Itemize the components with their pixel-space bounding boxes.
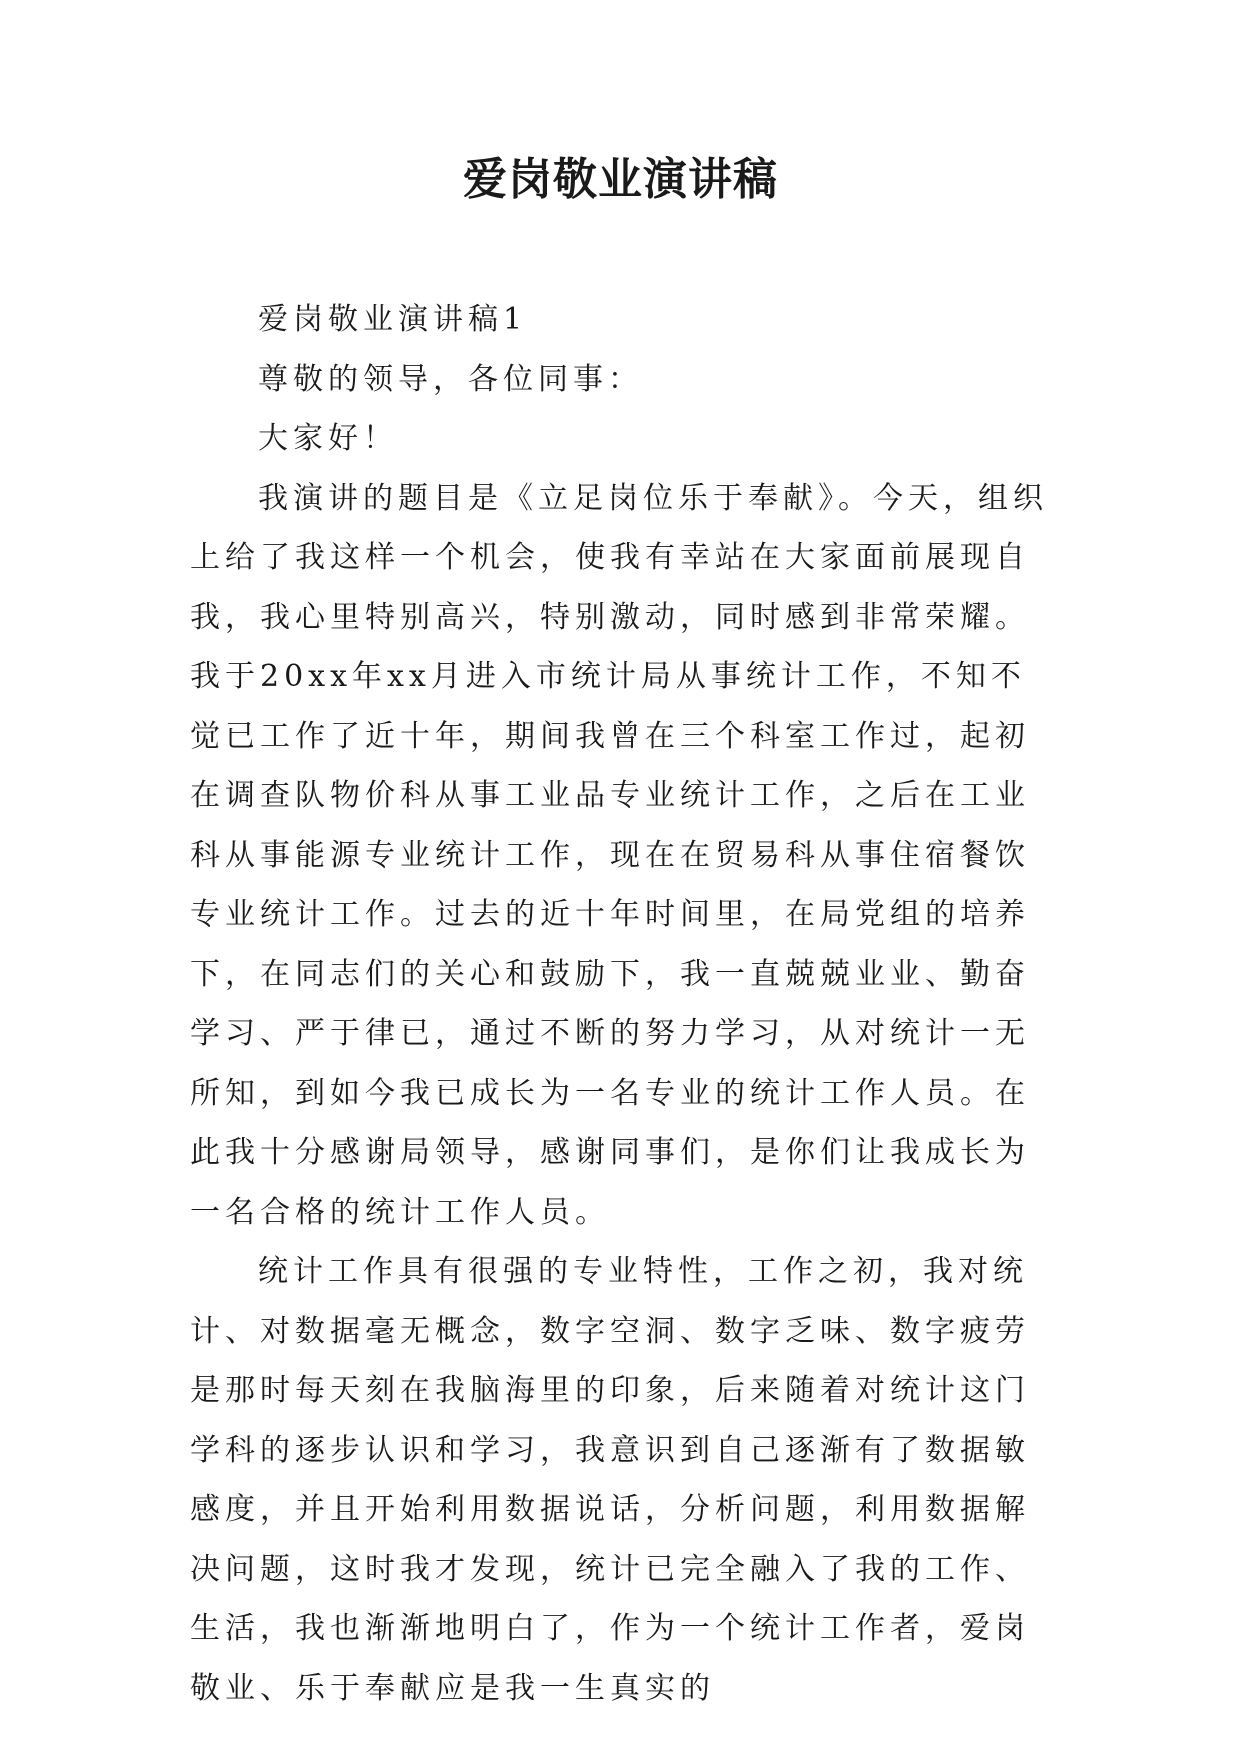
document-body	[190, 290, 1054, 1718]
salutation: 尊敬的领导，各位同事：	[258, 361, 643, 397]
paragraph: 统计工作具有很强的专业特性，工作之初，我对统计、对数据毫无概念，数字空洞、数字乏味、数字疲劳是那时每天刻在我脑海里的印象，后来随着对统计这门学科的逐步认识和学习，我意识到自己逐渐有了数据敏感度，并且开始利用数据说话，分析问题，利用数据解决问题，这时我才发现，统计已完全融入了我的工作、生活，我也渐渐地明白了，作为一个统计工作者，爱岗敬业、乐于奉献应是我一生真实的	[190, 1254, 1030, 1706]
document-title: 爱岗敬业演讲稿	[463, 154, 778, 205]
greeting: 大家好！	[258, 421, 398, 456]
paragraph: 我演讲的题目是《立足岗位乐于奉献》。今天，组织上给了我这样一个机会，使我有幸站在大家面前展现自我，我心里特别高兴，特别激动，同时感到非常荣耀。我于20xx年xx月进入市统计局从事统计工作，不知不觉已工作了近十年，期间我曾在三个科室工作过，起初在调查队物价科从事工业品专业统计工作，之后在工业科从事能源专业统计工作，现在在贸易科从事住宿餐饮专业统计工作。过去的近十年时间里，在局党组的培养下，在同志们的关心和鼓励下，我一直兢兢业业、勤奋学习、严于律已，通过不断的努力学习，从对统计一无所知，到如今我已成长为一名专业的统计工作人员。在此我十分感谢局领导，感谢同事们，是你们让我成长为一名合格的统计工作人员。	[190, 480, 1048, 1230]
section-heading: 爱岗敬业演讲稿1	[258, 302, 528, 337]
